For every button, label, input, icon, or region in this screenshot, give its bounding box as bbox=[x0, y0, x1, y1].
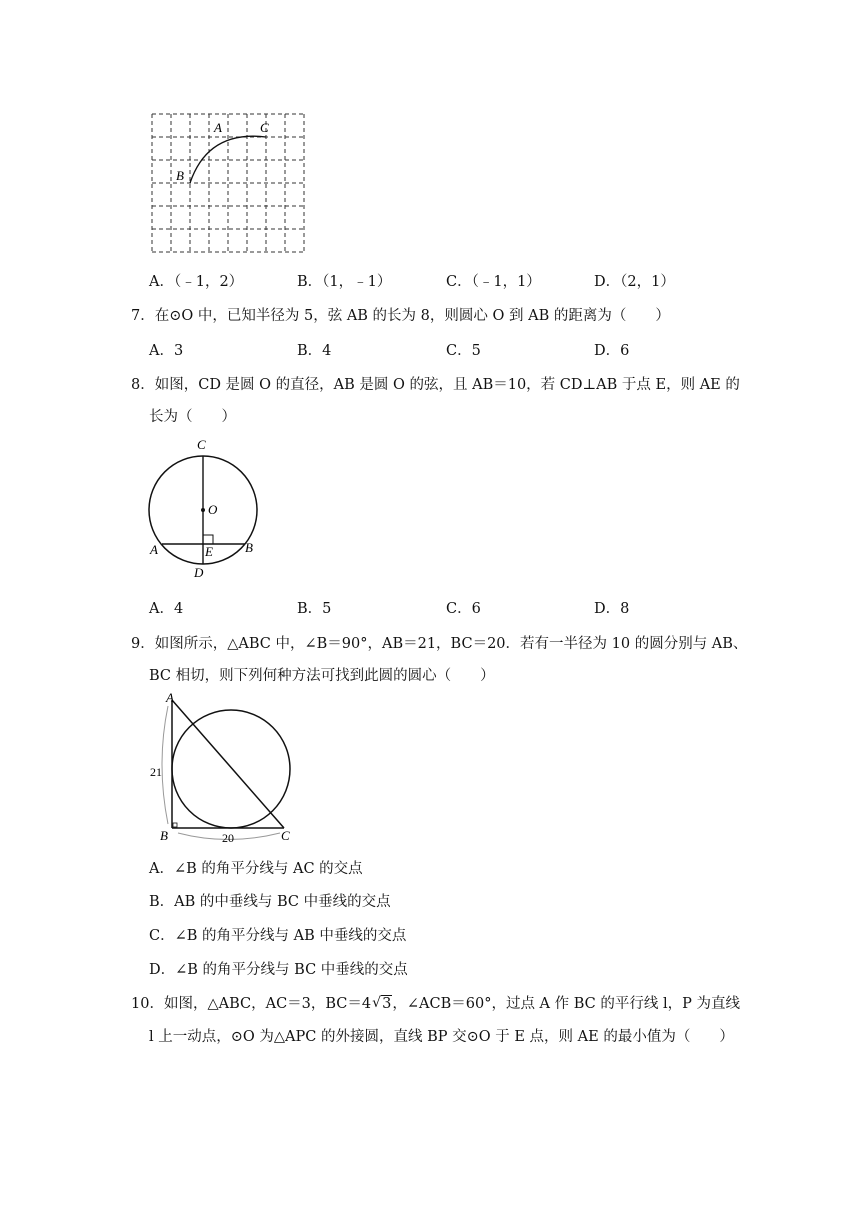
q9-label-a: A bbox=[166, 690, 174, 705]
q6-label-b: B bbox=[176, 168, 184, 183]
q10-question-line1 bbox=[131, 992, 740, 1013]
q9-label-20: 20 bbox=[222, 831, 234, 845]
q9-option-b: B．AB 的中垂线与 BC 中垂线的交点 bbox=[149, 894, 391, 910]
q9-label-21: 21 bbox=[150, 765, 162, 779]
q8-label-e: E bbox=[205, 544, 213, 559]
q10-radicand: 3 bbox=[382, 996, 392, 1012]
q9-option-a: A．∠B 的角平分线与 AC 的交点 bbox=[149, 861, 363, 877]
q8-right-angle bbox=[203, 535, 213, 544]
q8-center-dot bbox=[201, 508, 205, 512]
q8-label-d: D bbox=[194, 565, 204, 580]
q6-label-a: A bbox=[214, 120, 222, 135]
q9-option-c: C．∠B 的角平分线与 AB 中垂线的交点 bbox=[149, 928, 407, 944]
q8-option-b: B．5 bbox=[297, 601, 332, 617]
q8-label-c: C bbox=[197, 437, 206, 452]
q6-grid-figure bbox=[148, 112, 308, 254]
q10-text-b: ，∠ACB＝60°，过点 A 作 BC 的平行线 l，P 为直线 bbox=[392, 996, 740, 1012]
q10-question-line2: l 上一动点，⊙O 为△APC 的外接圆，直线 BP 交⊙O 于 E 点，则 AE 的最小值为（ ） bbox=[149, 1029, 734, 1045]
q9-label-c: C bbox=[281, 828, 290, 843]
q9-right-angle bbox=[173, 823, 177, 827]
q7-question: 7．在⊙O 中，已知半径为 5，弦 AB 的长为 8，则圆心 O 到 AB 的距离为（ ） bbox=[131, 308, 670, 324]
q7-option-c: C．5 bbox=[446, 343, 481, 359]
q9-option-d: D．∠B 的角平分线与 BC 中垂线的交点 bbox=[149, 962, 408, 978]
q7-option-a: A．3 bbox=[149, 343, 184, 359]
q6-option-b: B．（1，﹣1） bbox=[297, 274, 392, 290]
q10-radical-sign: √ bbox=[372, 995, 382, 1011]
q8-label-o: O bbox=[208, 502, 218, 517]
q6-option-a: A．（﹣1，2） bbox=[149, 274, 244, 290]
q8-option-a: A．4 bbox=[149, 601, 184, 617]
q6-option-d: D．（2，1） bbox=[594, 274, 675, 290]
q9-label-b: B bbox=[160, 828, 168, 843]
q8-circle-figure bbox=[145, 432, 270, 582]
q8-question-line1: 8．如图，CD 是圆 O 的直径，AB 是圆 O 的弦，且 AB＝10，若 CD⊥AB 于点 E，则 AE 的 bbox=[131, 377, 740, 393]
q9-question-line1: 9．如图所示，△ABC 中，∠B＝90°，AB＝21，BC＝20．若有一半径为 10 的圆分别与 AB、 bbox=[131, 636, 748, 652]
q6-label-c: C bbox=[260, 120, 269, 135]
q8-option-d: D．8 bbox=[594, 601, 630, 617]
q6-option-c: C．（﹣1，1） bbox=[446, 274, 541, 290]
q8-question-line2: 长为（ ） bbox=[149, 409, 236, 425]
q8-label-a: A bbox=[150, 542, 158, 557]
q9-brace-ab bbox=[162, 706, 168, 824]
q8-option-c: C．6 bbox=[446, 601, 481, 617]
q10-sqrt bbox=[372, 996, 392, 1012]
q9-triangle-figure bbox=[148, 690, 298, 845]
q9-side-ac bbox=[172, 700, 284, 828]
q9-tangent-circle bbox=[172, 710, 290, 828]
q10-text-a: 10．如图，△ABC，AC＝3，BC＝4 bbox=[131, 996, 372, 1012]
q7-option-d: D．6 bbox=[594, 343, 630, 359]
q8-label-b: B bbox=[245, 540, 253, 555]
q9-question-line2: BC 相切，则下列何种方法可找到此圆的圆心（ ） bbox=[149, 668, 495, 684]
q7-option-b: B．4 bbox=[297, 343, 332, 359]
